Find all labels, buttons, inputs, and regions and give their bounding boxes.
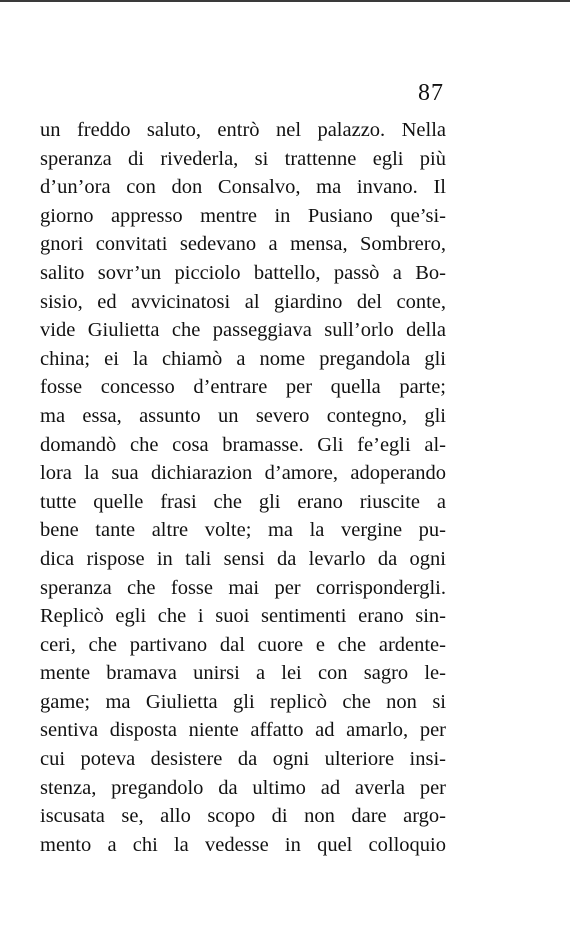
text-line: ma essa, assunto un severo contegno, gli <box>40 404 446 427</box>
text-line: domandò che cosa bramasse. Gli fe’egli al- <box>40 433 446 456</box>
text-line: gnori convitati sedevano a mensa, Sombrero, <box>40 233 446 256</box>
text-line: mento a chi la vedesse in quel colloquio <box>40 833 446 856</box>
text-line: speranza che fosse mai per corrispondergli. <box>40 576 446 599</box>
text-line: mente bramava unirsi a lei con sagro le- <box>40 662 446 685</box>
text-line: salito sovr’un picciolo battello, passò a Bo- <box>40 261 446 284</box>
text-line: tutte quelle frasi che gli erano riuscite a <box>40 490 446 513</box>
text-line: sisio, ed avvicinatosi al giardino del conte, <box>40 290 446 313</box>
text-line: vide Giulietta che passeggiava sull’orlo della <box>40 319 446 342</box>
text-line: un freddo saluto, entrò nel palazzo. Nella <box>40 119 446 141</box>
page-number: 87 <box>418 80 444 106</box>
text-line: d’un’ora con don Consalvo, ma invano. Il <box>40 176 446 199</box>
text-line: sentiva disposta niente affatto ad amarlo, per <box>40 719 446 742</box>
text-line: game; ma Giulietta gli replicò che non si <box>40 690 446 713</box>
text-line: fosse concesso d’entrare per quella parte; <box>40 376 446 399</box>
text-line: china; ei la chiamò a nome pregandola gli <box>40 347 446 370</box>
text-line: dica rispose in tali sensi da levarlo da ogni <box>40 547 446 570</box>
text-line: speranza di rivederla, si trattenne egli più <box>40 147 446 170</box>
text-line: cui poteva desistere da ogni ulteriore insi- <box>40 748 446 771</box>
text-line: lora la sua dichiarazion d’amore, adoperando <box>40 462 446 485</box>
text-line: iscusata se, allo scopo di non dare argo- <box>40 805 446 828</box>
text-line: giorno appresso mentre in Pusiano que’si- <box>40 204 446 227</box>
text-line: stenza, pregandolo da ultimo ad averla per <box>40 776 446 799</box>
text-line: Replicò egli che i suoi sentimenti erano sin- <box>40 605 446 628</box>
top-edge-rule <box>0 0 570 2</box>
body-text <box>40 116 446 859</box>
text-line: bene tante altre volte; ma la vergine pu- <box>40 519 446 542</box>
text-line: ceri, che partivano dal cuore e che ardente- <box>40 633 446 656</box>
